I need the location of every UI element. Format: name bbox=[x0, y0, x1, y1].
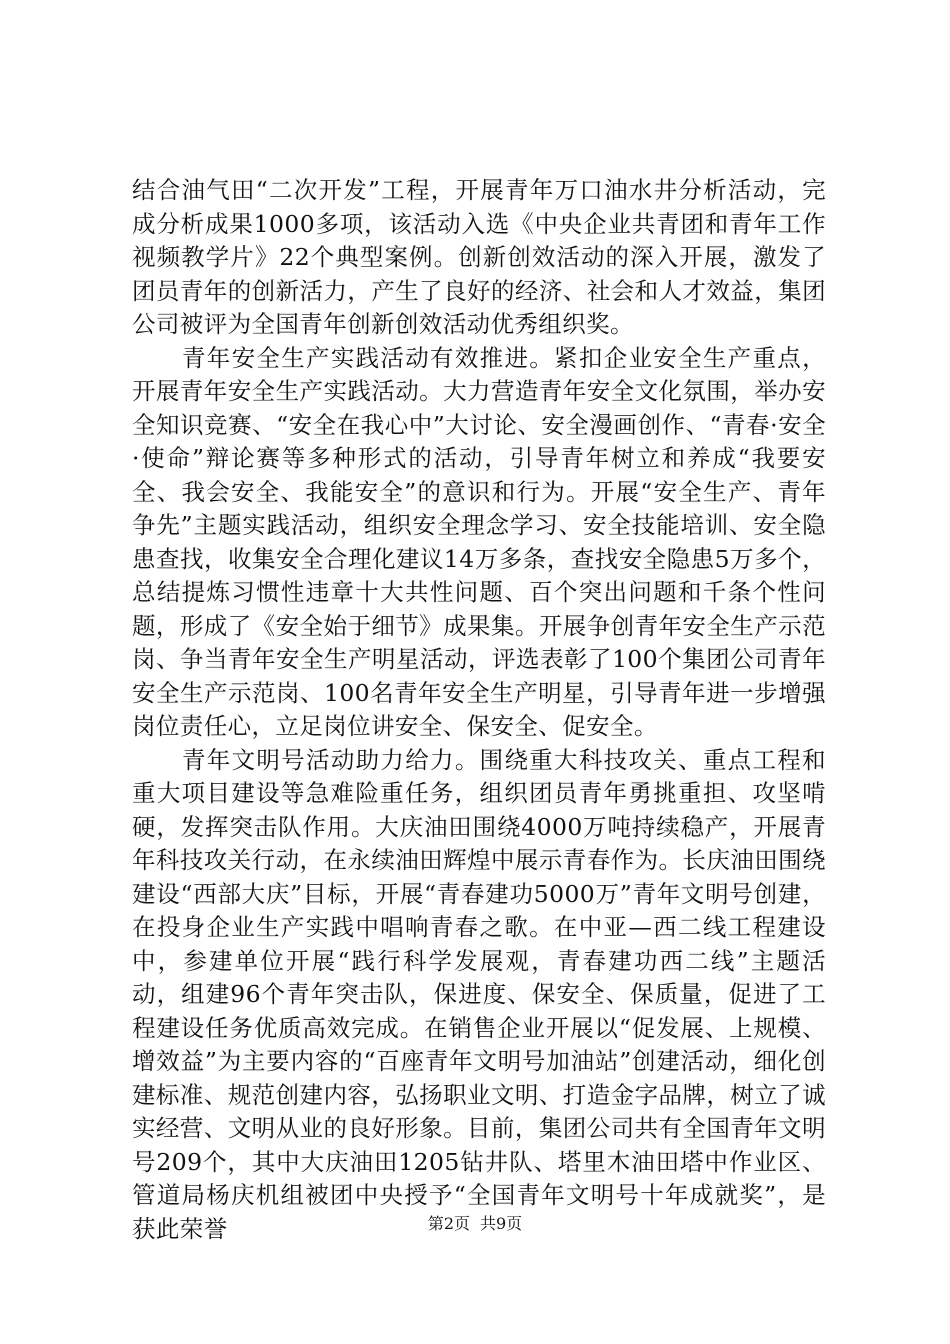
paragraph-3: 青年文明号活动助力给力。围绕重大科技攻关、重点工程和重大项目建设等急难险重任务，组织团员青年勇挑重担、攻坚啃硬，发挥突击队作用。大庆油田围绕4000万吨持续稳产，开展青年科技攻关行动，在永续油田辉煌中展示青春作为。长庆油田围绕建设“西部大庆”目标，开展“青春建功5000万”青年文明号创建，在投身企业生产实践中唱响青春之歌。在中亚—西二线工程建设中，参建单位开展“践行科学发展观，青春建功西二线”主题活动，组建96个青年突击队，保进度、保安全、保质量，促进了工程建设任务优质高效完成。在销售企业开展以“促发展、上规模、增效益”为主要内容的“百座青年文明号加油站”创建活动，细化创建标准、规范创建内容，弘扬职业文明、打造金字品牌，树立了诚实经营、文明从业的良好形象。目前，集团公司共有全国青年文明号209个，其中大庆油田1205钻井队、塔里木油田塔中作业区、管道局杨庆机组被团中央授予“全国青年文明号十年成就奖”，是获此荣誉 bbox=[132, 745, 826, 1243]
page-number: 第2页 bbox=[427, 1214, 470, 1233]
document-body bbox=[132, 174, 826, 1246]
total-pages: 共9页 bbox=[480, 1214, 523, 1233]
paragraph-2: 青年安全生产实践活动有效推进。紧扣企业安全生产重点，开展青年安全生产实践活动。大力营造青年安全文化氛围，举办安全知识竞赛、“安全在我心中”大讨论、安全漫画创作、“青春·安全·使命”辩论赛等多种形式的活动，引导青年树立和养成“我要安全、我会安全、我能安全”的意识和行为。开展“安全生产、青年争先”主题实践活动，组织安全理念学习、安全技能培训、安全隐患查找，收集安全合理化建议14万多条，查找安全隐患5万多个，总结提炼习惯性违章十大共性问题、百个突出问题和千条个性问题，形成了《安全始于细节》成果集。开展争创青年安全生产示范岗、争当青年安全生产明星活动，评选表彰了100个集团公司青年安全生产示范岗、100名青年安全生产明星，引导青年进一步增强岗位责任心，立足岗位讲安全、保安全、促安全。 bbox=[132, 343, 826, 740]
paragraph-1: 结合油气田“二次开发”工程，开展青年万口油水井分析活动，完成分析成果1000多项，该活动入选《中央企业共青团和青年工作视频教学片》22个典型案例。创新创效活动的深入开展，激发了团员青年的创新活力，产生了良好的经济、社会和人才效益，集团公司被评为全国青年创新创效活动优秀组织奖。 bbox=[132, 176, 826, 338]
page-footer bbox=[0, 1213, 950, 1235]
